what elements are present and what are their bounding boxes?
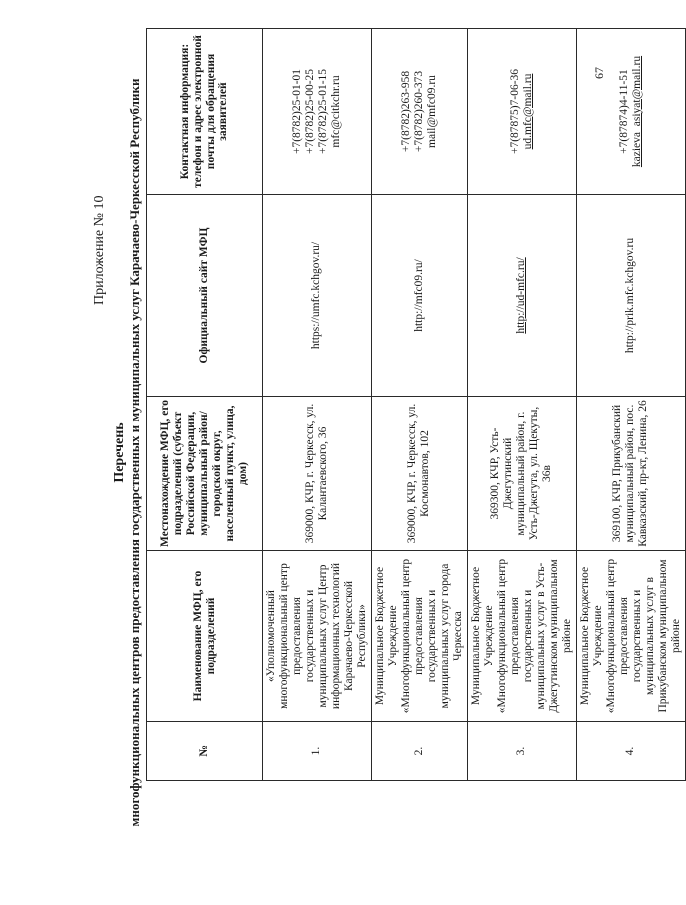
table-row [371,29,467,781]
cell-contacts [576,29,685,195]
contact-phone: +7(87874)4-11-51 [617,69,630,154]
contact-phone: +7(8782)25-00-25 [303,68,316,155]
contact-phone: +7(8782)25-01-15 [316,68,329,155]
contact-email[interactable]: kazieva_asiyat@mail.ru [630,55,643,168]
table-header-row [147,29,263,781]
cell-name: Муниципальное Бюджетное Учреждение «Многофункциональный центр предоставления государственных и муниципальных услуг в Усть-Джегутинском муниципальном районе [467,551,576,722]
column-header-address: Местонахождение МФЦ, его подразделений (субъект Российской Федерации, муниципальный район/городской округ, населенный пункт, улица, дом) [147,397,263,551]
cell-site[interactable]: https://umfc.kchgov.ru/ [263,195,372,397]
cell-address: 369100, КЧР, Прикубанский муниципальный район, пос. Кавказский, пр-кт, Ленина, 26 [576,397,685,551]
cell-contacts [263,29,372,195]
cell-name: Муниципальное Бюджетное Учреждение «Многофункциональный центр предоставления государственных и муниципальных услуг в Прикубанском муниципальном районе [576,551,685,722]
cell-address: 369000, КЧР, г. Черкесск, ул. Космонавтов, 102 [371,397,467,551]
column-header-site: Официальный сайт МФЦ [147,195,263,397]
document-title: Перечень [112,422,127,483]
column-header-number: № [147,722,263,781]
contact-email[interactable]: mfc@citkchr.ru [329,75,342,148]
document-subtitle: многофункциональных центров предоставления государственных и муниципальных услуг Карачаево-Черкесской Республики [127,78,142,827]
cell-site[interactable]: http://prik.mfc.kchgov.ru [576,195,685,397]
column-header-contacts: Контактная информация: телефон и адрес электронной почты для обращения заявителей [147,29,263,195]
contact-phone: +7(8782)260-373 [412,70,425,153]
contact-email[interactable]: mail@mfc09.ru [425,75,438,148]
table-row [576,29,685,781]
cell-number: 1. [263,722,372,781]
cell-contacts [467,29,576,195]
contact-phone: +7(8782)263-958 [399,70,412,153]
contact-phone: +7(87875)7-06-36 [508,68,521,155]
contact-email[interactable]: ud.mfc@mail.ru [521,73,534,150]
table-row [263,29,372,781]
cell-name: Муниципальное Бюджетное Учреждение «Многофункциональный центр предоставления государственных и муниципальных услуг города Черкесска [371,551,467,722]
cell-number: 3. [467,722,576,781]
cell-site[interactable]: http://mfc09.ru/ [371,195,467,397]
page-number: 67 [592,67,606,79]
table-row [467,29,576,781]
cell-address: 369000, КЧР, г. Черкесск, ул. Калантаевского, 36 [263,397,372,551]
cell-site[interactable] [467,195,576,397]
site-link[interactable]: http://ud-mfc.ru/ [515,257,528,334]
contact-phone: +7(8782)25-01-01 [290,68,303,155]
cell-contacts [371,29,467,195]
cell-name: «Уполномоченный многофункциональный центр предоставления государственных и муниципальных услуг Центр информационных технологий Карачаево-Черкесской Республики» [263,551,372,722]
cell-address: 369300, КЧР, Усть-Джегутинский муниципальный район, г. Усть-Джегута, ул. Щекуты, 36в [467,397,576,551]
cell-number: 2. [371,722,467,781]
mfc-table [146,28,686,781]
cell-number: 4. [576,722,685,781]
column-header-name: Наименование МФЦ, его подразделений [147,551,263,722]
appendix-label: Приложение № 10 [92,195,107,305]
